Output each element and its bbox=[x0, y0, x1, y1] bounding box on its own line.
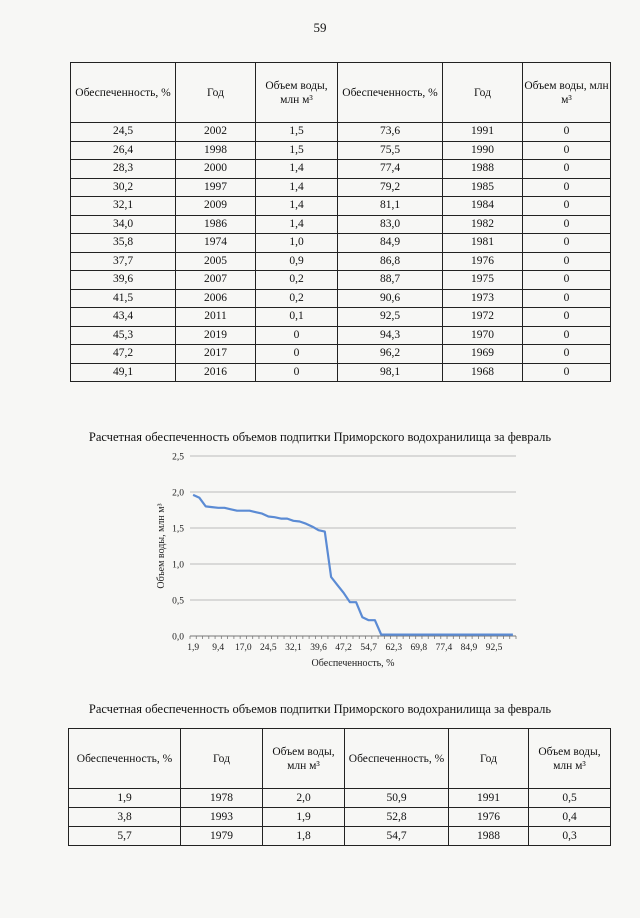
table-cell: 37,7 bbox=[71, 252, 176, 271]
x-tick-label: 39,6 bbox=[310, 643, 327, 653]
table-cell: 45,3 bbox=[71, 326, 176, 345]
table-cell: 84,9 bbox=[338, 234, 443, 253]
table-cell: 1972 bbox=[443, 308, 523, 327]
table-cell: 1998 bbox=[176, 141, 256, 160]
table-cell: 2016 bbox=[176, 363, 256, 382]
table-cell: 0 bbox=[256, 326, 338, 345]
table-cell: 0 bbox=[523, 141, 611, 160]
table-cell: 2006 bbox=[176, 289, 256, 308]
table-cell: 1,4 bbox=[256, 160, 338, 179]
table-cell: 1973 bbox=[443, 289, 523, 308]
table-caption: Расчетная обеспеченность объемов подпитки Приморского водохранилища за февраль bbox=[88, 702, 552, 716]
column-header: Объем воды, млн м³ bbox=[529, 729, 611, 789]
table-cell: 32,1 bbox=[71, 197, 176, 216]
table-cell: 73,6 bbox=[338, 123, 443, 142]
x-tick-label: 17,0 bbox=[234, 643, 252, 653]
table-cell: 0 bbox=[523, 252, 611, 271]
table-row bbox=[71, 160, 611, 179]
table-cell: 0 bbox=[256, 363, 338, 382]
table-row bbox=[69, 827, 611, 846]
table-cell: 1991 bbox=[449, 789, 529, 808]
table-cell: 35,8 bbox=[71, 234, 176, 253]
x-axis-label: Обеспеченность, % bbox=[311, 658, 395, 669]
column-header: Год bbox=[176, 63, 256, 123]
table-cell: 0 bbox=[523, 363, 611, 382]
table-cell: 0 bbox=[523, 234, 611, 253]
table-cell: 0,1 bbox=[256, 308, 338, 327]
table-cell: 28,3 bbox=[71, 160, 176, 179]
y-tick-label: 1,5 bbox=[172, 524, 184, 535]
table-cell: 1984 bbox=[443, 197, 523, 216]
table-cell: 1986 bbox=[176, 215, 256, 234]
table-cell: 2011 bbox=[176, 308, 256, 327]
table-cell: 92,5 bbox=[338, 308, 443, 327]
series-line bbox=[193, 495, 513, 635]
table-row bbox=[71, 178, 611, 197]
table-cell: 2002 bbox=[176, 123, 256, 142]
table-cell: 77,4 bbox=[338, 160, 443, 179]
table-cell: 39,6 bbox=[71, 271, 176, 290]
table-cell: 1979 bbox=[181, 827, 263, 846]
table-cell: 0 bbox=[523, 178, 611, 197]
table-cell: 0 bbox=[523, 160, 611, 179]
table-cell: 1976 bbox=[443, 252, 523, 271]
table-cell: 75,5 bbox=[338, 141, 443, 160]
table-cell: 1,9 bbox=[263, 808, 345, 827]
table-cell: 79,2 bbox=[338, 178, 443, 197]
x-tick-label: 92,5 bbox=[485, 643, 503, 653]
x-tick-label: 62,3 bbox=[385, 643, 403, 653]
table-cell: 81,1 bbox=[338, 197, 443, 216]
table-cell: 1,8 bbox=[263, 827, 345, 846]
x-tick-label: 84,9 bbox=[460, 643, 478, 653]
x-tick-label: 9,4 bbox=[212, 643, 225, 653]
table-cell: 1969 bbox=[443, 345, 523, 364]
table-cell: 5,7 bbox=[69, 827, 181, 846]
table-cell: 3,8 bbox=[69, 808, 181, 827]
table-cell: 1,4 bbox=[256, 215, 338, 234]
table-cell: 0,2 bbox=[256, 289, 338, 308]
table-header-row bbox=[69, 729, 611, 789]
table-cell: 1974 bbox=[176, 234, 256, 253]
table-row bbox=[69, 789, 611, 808]
y-tick-label: 2,5 bbox=[172, 452, 184, 463]
table-cell: 0,3 bbox=[529, 827, 611, 846]
table-cell: 98,1 bbox=[338, 363, 443, 382]
table-cell: 2009 bbox=[176, 197, 256, 216]
table-header-row bbox=[71, 63, 611, 123]
table-cell: 43,4 bbox=[71, 308, 176, 327]
table-cell: 0,5 bbox=[529, 789, 611, 808]
table-row bbox=[71, 308, 611, 327]
table-cell: 1,9 bbox=[69, 789, 181, 808]
table-cell: 1985 bbox=[443, 178, 523, 197]
table-cell: 86,8 bbox=[338, 252, 443, 271]
table-cell: 2,0 bbox=[263, 789, 345, 808]
table-cell: 1993 bbox=[181, 808, 263, 827]
table-cell: 0,4 bbox=[529, 808, 611, 827]
table-cell: 1990 bbox=[443, 141, 523, 160]
column-header: Обеспеченность, % bbox=[69, 729, 181, 789]
table-cell: 26,4 bbox=[71, 141, 176, 160]
x-tick-label: 69,8 bbox=[410, 643, 428, 653]
table-cell: 1968 bbox=[443, 363, 523, 382]
table-row bbox=[71, 215, 611, 234]
table-cell: 1975 bbox=[443, 271, 523, 290]
table-cell: 1,5 bbox=[256, 123, 338, 142]
chart-caption: Расчетная обеспеченность объемов подпитки Приморского водохранилища за февраль bbox=[88, 430, 552, 444]
table-cell: 1991 bbox=[443, 123, 523, 142]
y-tick-label: 0,5 bbox=[172, 596, 184, 607]
provision-table-top bbox=[70, 62, 611, 382]
table-cell: 50,9 bbox=[345, 789, 449, 808]
table-cell: 1,4 bbox=[256, 178, 338, 197]
table-cell: 0,9 bbox=[256, 252, 338, 271]
y-tick-label: 0,0 bbox=[172, 632, 184, 643]
table-cell: 1981 bbox=[443, 234, 523, 253]
table-cell: 1997 bbox=[176, 178, 256, 197]
x-tick-label: 47,2 bbox=[335, 643, 352, 653]
table-cell: 2000 bbox=[176, 160, 256, 179]
table-cell: 0 bbox=[523, 197, 611, 216]
table-cell: 2005 bbox=[176, 252, 256, 271]
table-cell: 30,2 bbox=[71, 178, 176, 197]
table-cell: 1970 bbox=[443, 326, 523, 345]
table-cell: 1988 bbox=[443, 160, 523, 179]
x-tick-label: 77,4 bbox=[435, 643, 453, 653]
table-cell: 2017 bbox=[176, 345, 256, 364]
column-header: Год bbox=[443, 63, 523, 123]
x-tick-label: 1,9 bbox=[187, 643, 200, 653]
table-row bbox=[71, 271, 611, 290]
table-row bbox=[71, 326, 611, 345]
column-header: Обеспеченность, % bbox=[338, 63, 443, 123]
column-header: Объем воды, млн м³ bbox=[523, 63, 611, 123]
table-cell: 54,7 bbox=[345, 827, 449, 846]
table-row bbox=[71, 363, 611, 382]
table-cell: 52,8 bbox=[345, 808, 449, 827]
table-cell: 88,7 bbox=[338, 271, 443, 290]
table-cell: 1982 bbox=[443, 215, 523, 234]
table-cell: 1,5 bbox=[256, 141, 338, 160]
table-row bbox=[71, 289, 611, 308]
table-cell: 1,0 bbox=[256, 234, 338, 253]
column-header: Обеспеченность, % bbox=[71, 63, 176, 123]
y-tick-label: 1,0 bbox=[172, 560, 184, 571]
provision-table-bottom bbox=[68, 728, 611, 846]
table-cell: 83,0 bbox=[338, 215, 443, 234]
table-cell: 1988 bbox=[449, 827, 529, 846]
column-header: Объем воды, млн м³ bbox=[263, 729, 345, 789]
table-cell: 0,2 bbox=[256, 271, 338, 290]
table-cell: 47,2 bbox=[71, 345, 176, 364]
table-cell: 0 bbox=[523, 271, 611, 290]
table-cell: 0 bbox=[523, 215, 611, 234]
column-header: Обеспеченность, % bbox=[345, 729, 449, 789]
table-cell: 0 bbox=[523, 326, 611, 345]
table-cell: 2019 bbox=[176, 326, 256, 345]
table-cell: 34,0 bbox=[71, 215, 176, 234]
table-row bbox=[71, 141, 611, 160]
table-cell: 1976 bbox=[449, 808, 529, 827]
column-header: Объем воды, млн м³ bbox=[256, 63, 338, 123]
column-header: Год bbox=[449, 729, 529, 789]
table-cell: 1,4 bbox=[256, 197, 338, 216]
table-cell: 0 bbox=[523, 123, 611, 142]
y-tick-label: 2,0 bbox=[172, 488, 184, 499]
table-cell: 90,6 bbox=[338, 289, 443, 308]
table-cell: 0 bbox=[523, 345, 611, 364]
page-number: 59 bbox=[313, 20, 327, 35]
provision-line-chart bbox=[150, 448, 530, 678]
x-tick-label: 54,7 bbox=[360, 643, 377, 653]
table-row bbox=[69, 808, 611, 827]
table-cell: 41,5 bbox=[71, 289, 176, 308]
table-cell: 1978 bbox=[181, 789, 263, 808]
table-cell: 0 bbox=[256, 345, 338, 364]
table-cell: 49,1 bbox=[71, 363, 176, 382]
table-row bbox=[71, 345, 611, 364]
column-header: Год bbox=[181, 729, 263, 789]
table-cell: 0 bbox=[523, 308, 611, 327]
table-cell: 96,2 bbox=[338, 345, 443, 364]
y-axis-label: Объем воды, млн м³ bbox=[156, 503, 167, 589]
table-cell: 94,3 bbox=[338, 326, 443, 345]
table-cell: 24,5 bbox=[71, 123, 176, 142]
table-row bbox=[71, 197, 611, 216]
table-row bbox=[71, 252, 611, 271]
table-cell: 2007 bbox=[176, 271, 256, 290]
table-row bbox=[71, 234, 611, 253]
table-cell: 0 bbox=[523, 289, 611, 308]
table-row bbox=[71, 123, 611, 142]
x-tick-label: 24,5 bbox=[260, 643, 277, 653]
x-tick-label: 32,1 bbox=[285, 643, 302, 653]
